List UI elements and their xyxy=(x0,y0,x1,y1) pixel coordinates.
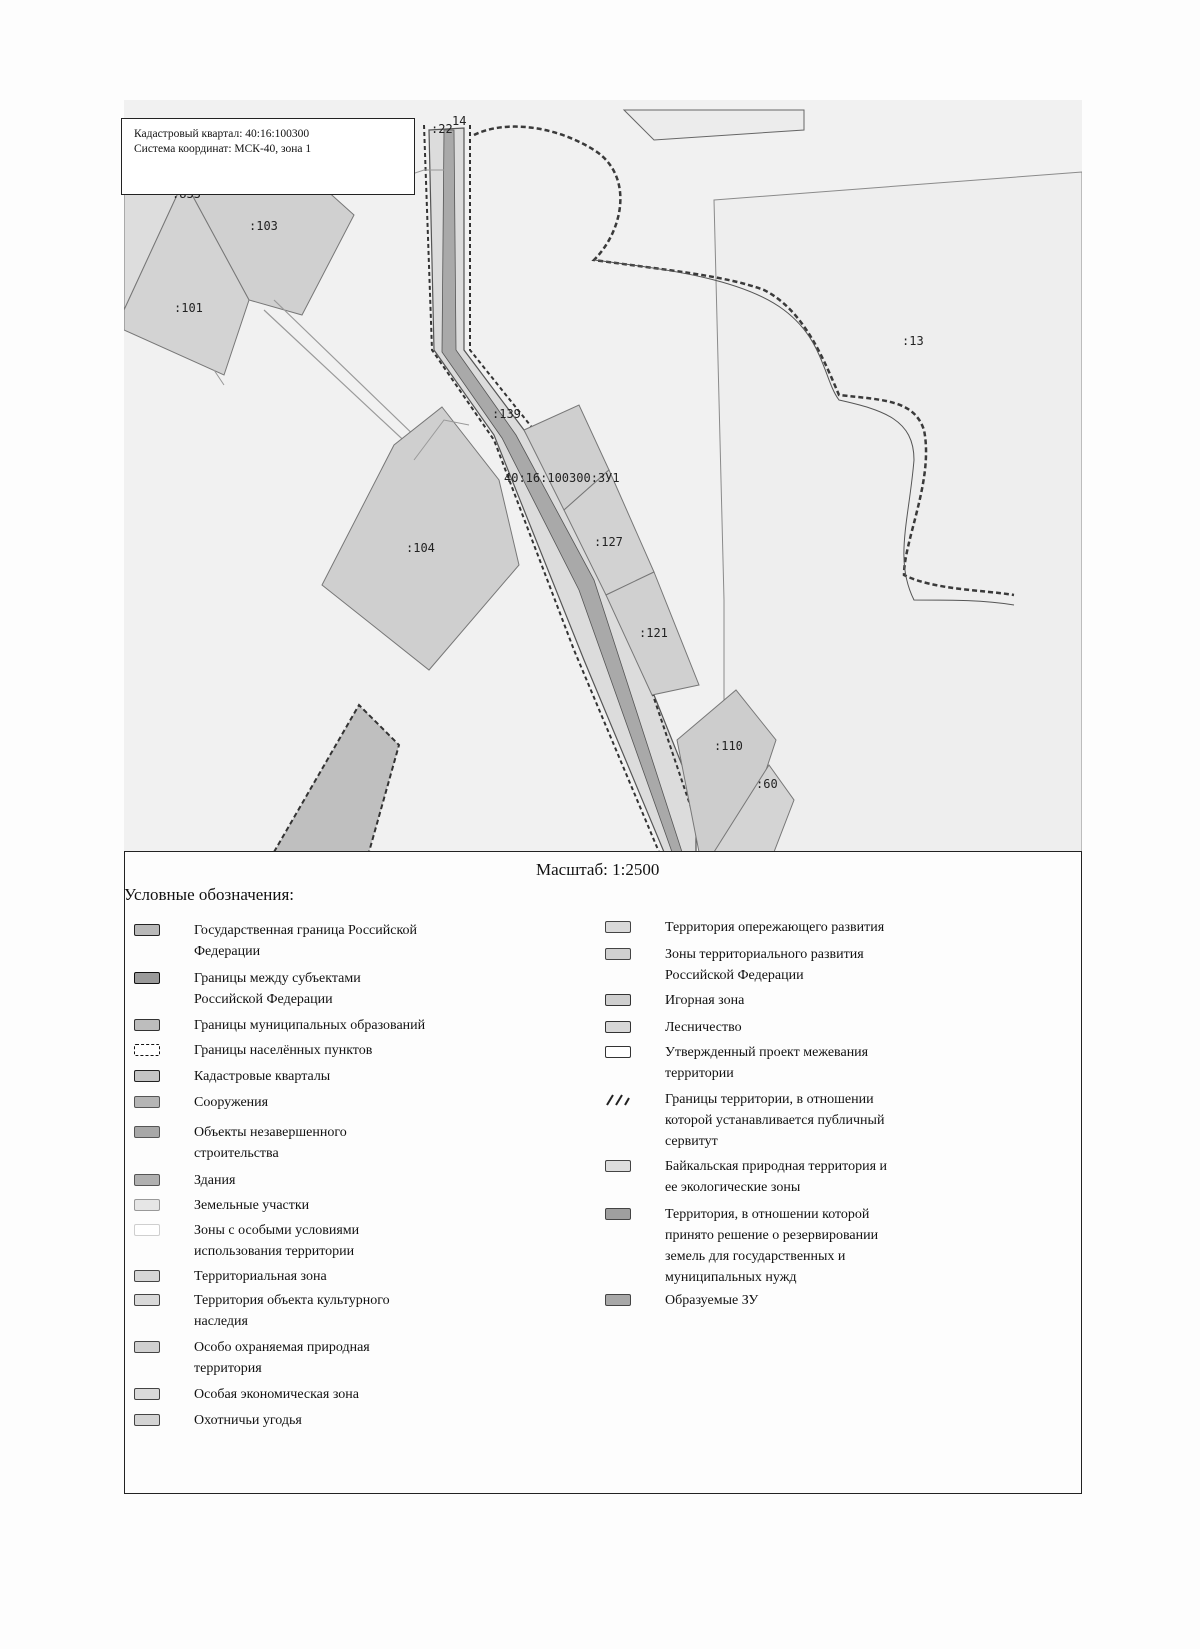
legend-swatch xyxy=(605,1093,631,1105)
legend-swatch xyxy=(134,1070,160,1082)
legend-swatch xyxy=(134,1174,160,1186)
right-item xyxy=(605,944,864,986)
right-item xyxy=(605,1204,878,1288)
map-label-103: :103 xyxy=(249,219,278,233)
legend-label xyxy=(665,944,864,986)
legend-swatch xyxy=(134,1096,160,1108)
legend-swatch xyxy=(605,994,631,1006)
legend-label-line: Российской Федерации xyxy=(194,992,333,1007)
legend-label-line: Территория объекта культурного xyxy=(194,1293,390,1308)
legend-label-line: сервитут xyxy=(665,1134,718,1149)
left-item xyxy=(134,1066,330,1087)
legend-label-line: Утвержденный проект межевания xyxy=(665,1045,869,1060)
legend-swatch xyxy=(134,1019,160,1031)
legend-label-line: Российской Федерации xyxy=(665,968,804,983)
legend-title: Условные обозначения: xyxy=(124,885,295,904)
right-item xyxy=(605,1290,758,1311)
legend-swatch xyxy=(134,1199,160,1211)
map-label-104: :104 xyxy=(406,541,435,555)
legend-label-line: Сооружения xyxy=(194,1095,269,1110)
legend-label xyxy=(665,1156,887,1198)
legend-label xyxy=(665,1290,758,1311)
legend-swatch xyxy=(134,1126,160,1138)
left-item xyxy=(134,1220,359,1262)
left-item xyxy=(134,1384,359,1405)
legend-label xyxy=(194,1220,359,1262)
legend-label-line: Образуемые ЗУ xyxy=(665,1293,759,1308)
legend-label-line: Объекты незавершенного xyxy=(194,1125,347,1140)
legend-label-line: Границы между субъектами xyxy=(194,971,361,986)
left-item xyxy=(134,1015,425,1036)
right-item xyxy=(605,1089,884,1152)
left-item xyxy=(134,1122,347,1164)
left-item xyxy=(134,1195,309,1216)
legend-label xyxy=(194,1122,347,1164)
legend-label xyxy=(194,920,417,962)
right-item xyxy=(605,1017,742,1038)
legend-swatch xyxy=(605,1208,631,1220)
legend-swatch xyxy=(134,1294,160,1306)
legend-swatch xyxy=(605,1021,631,1033)
map-label-139: :139 xyxy=(492,407,521,421)
legend-label-line: Кадастровые кварталы xyxy=(194,1069,331,1084)
legend-label-line: использования территории xyxy=(194,1244,355,1259)
map-canvas xyxy=(124,100,1082,852)
legend-label-line: наследия xyxy=(194,1314,248,1329)
legend-label-line: территория xyxy=(194,1361,262,1376)
legend-label-line: Лесничество xyxy=(665,1020,742,1035)
legend-label-line: муниципальных нужд xyxy=(665,1270,797,1285)
legend-label-line: Зоны территориального развития xyxy=(665,947,864,962)
right-item xyxy=(605,1042,868,1084)
legend-label xyxy=(665,1042,868,1084)
quarter-number: Кадастровый квартал: 40:16:100300 xyxy=(134,128,310,140)
legend-swatch xyxy=(605,1294,631,1306)
map-scale: Масштаб: 1:2500 xyxy=(536,860,660,879)
legend-label xyxy=(194,1066,330,1087)
legend-label-line: Границы муниципальных образований xyxy=(194,1018,426,1033)
legend-swatch xyxy=(134,1341,160,1353)
legend-swatch xyxy=(134,1414,160,1426)
legend-label-line: Территориальная зона xyxy=(194,1269,327,1284)
legend-swatch xyxy=(134,1388,160,1400)
legend-label xyxy=(665,917,884,938)
legend-label-line: земель для государственных и xyxy=(665,1249,846,1264)
legend-label-line: Государственная граница Российской xyxy=(194,923,418,938)
legend-label xyxy=(194,1337,370,1379)
left-item xyxy=(134,1337,370,1379)
legend-label xyxy=(194,1410,302,1431)
legend-label xyxy=(194,1170,235,1191)
legend-label xyxy=(194,1040,372,1061)
legend-label-line: Границы территории, в отношении xyxy=(665,1092,874,1107)
legend-label-line: ее экологические зоны xyxy=(665,1180,801,1195)
legend-label xyxy=(665,990,744,1011)
legend-label xyxy=(194,1290,390,1332)
map-label-14: 14 xyxy=(452,114,467,128)
legend-label-line: которой устанавливается публичный xyxy=(665,1113,885,1128)
right-item xyxy=(605,917,884,938)
legend-label-line: Границы населённых пунктов xyxy=(194,1043,373,1058)
legend-label-line: Игорная зона xyxy=(665,993,745,1008)
map-label-110: :110 xyxy=(714,739,743,753)
legend-label-line: Здания xyxy=(194,1173,236,1188)
legend-label xyxy=(665,1017,742,1038)
legend-swatch xyxy=(605,1046,631,1058)
legend-label-line: Байкальская природная территория и xyxy=(665,1159,888,1174)
legend-label xyxy=(194,1195,309,1216)
map-label-101: :101 xyxy=(174,301,203,315)
left-item xyxy=(134,1092,268,1113)
legend-swatch xyxy=(134,1044,160,1056)
legend-label xyxy=(665,1204,878,1288)
map-label-127: :127 xyxy=(594,535,623,549)
cadastral-map[interactable] xyxy=(124,100,1082,852)
map-label-zu1: 40:16:100300:ЗУ1 xyxy=(504,471,620,485)
legend-label-line: Земельные участки xyxy=(194,1198,310,1213)
legend-label-line: принято решение о резервировании xyxy=(665,1228,879,1243)
legend-swatch xyxy=(605,1160,631,1172)
left-item xyxy=(134,1410,302,1431)
legend-label-line: Федерации xyxy=(194,944,261,959)
legend-label-line: строительства xyxy=(194,1146,279,1161)
legend-label xyxy=(194,1092,268,1113)
legend-label xyxy=(194,968,361,1010)
right-item xyxy=(605,990,744,1011)
left-item xyxy=(134,968,361,1010)
legend-label xyxy=(665,1089,884,1152)
legend-swatch xyxy=(134,972,160,984)
legend-label-line: Особо охраняемая природная xyxy=(194,1340,370,1355)
quarter-info-box xyxy=(121,118,415,195)
legend-label-line: Территория, в отношении которой xyxy=(665,1207,870,1222)
left-item xyxy=(134,920,417,962)
right-item xyxy=(605,1156,887,1198)
legend-label-line: Территория опережающего развития xyxy=(665,920,885,935)
legend-label-line: территории xyxy=(665,1066,734,1081)
legend-label-line: Особая экономическая зона xyxy=(194,1387,359,1402)
legend-label-line: Зоны с особыми условиями xyxy=(194,1223,360,1238)
map-label-22: :22 xyxy=(431,122,453,136)
legend-swatch xyxy=(134,1270,160,1282)
left-item xyxy=(134,1170,235,1191)
legend-label xyxy=(194,1015,425,1036)
legend-label-line: Охотничьи угодья xyxy=(194,1413,302,1428)
map-label-13: :13 xyxy=(902,334,924,348)
map-label-60: :60 xyxy=(756,777,778,791)
left-item xyxy=(134,1266,327,1287)
legend-swatch xyxy=(134,1224,160,1236)
coordinate-system: Система координат: МСК-40, зона 1 xyxy=(134,143,312,155)
legend-swatch xyxy=(134,924,160,936)
map-label-121: :121 xyxy=(639,626,668,640)
left-item xyxy=(134,1290,390,1332)
legend-label xyxy=(194,1266,327,1287)
legend-swatch xyxy=(605,948,631,960)
legend-label xyxy=(194,1384,359,1405)
left-item xyxy=(134,1040,372,1061)
legend-swatch xyxy=(605,921,631,933)
